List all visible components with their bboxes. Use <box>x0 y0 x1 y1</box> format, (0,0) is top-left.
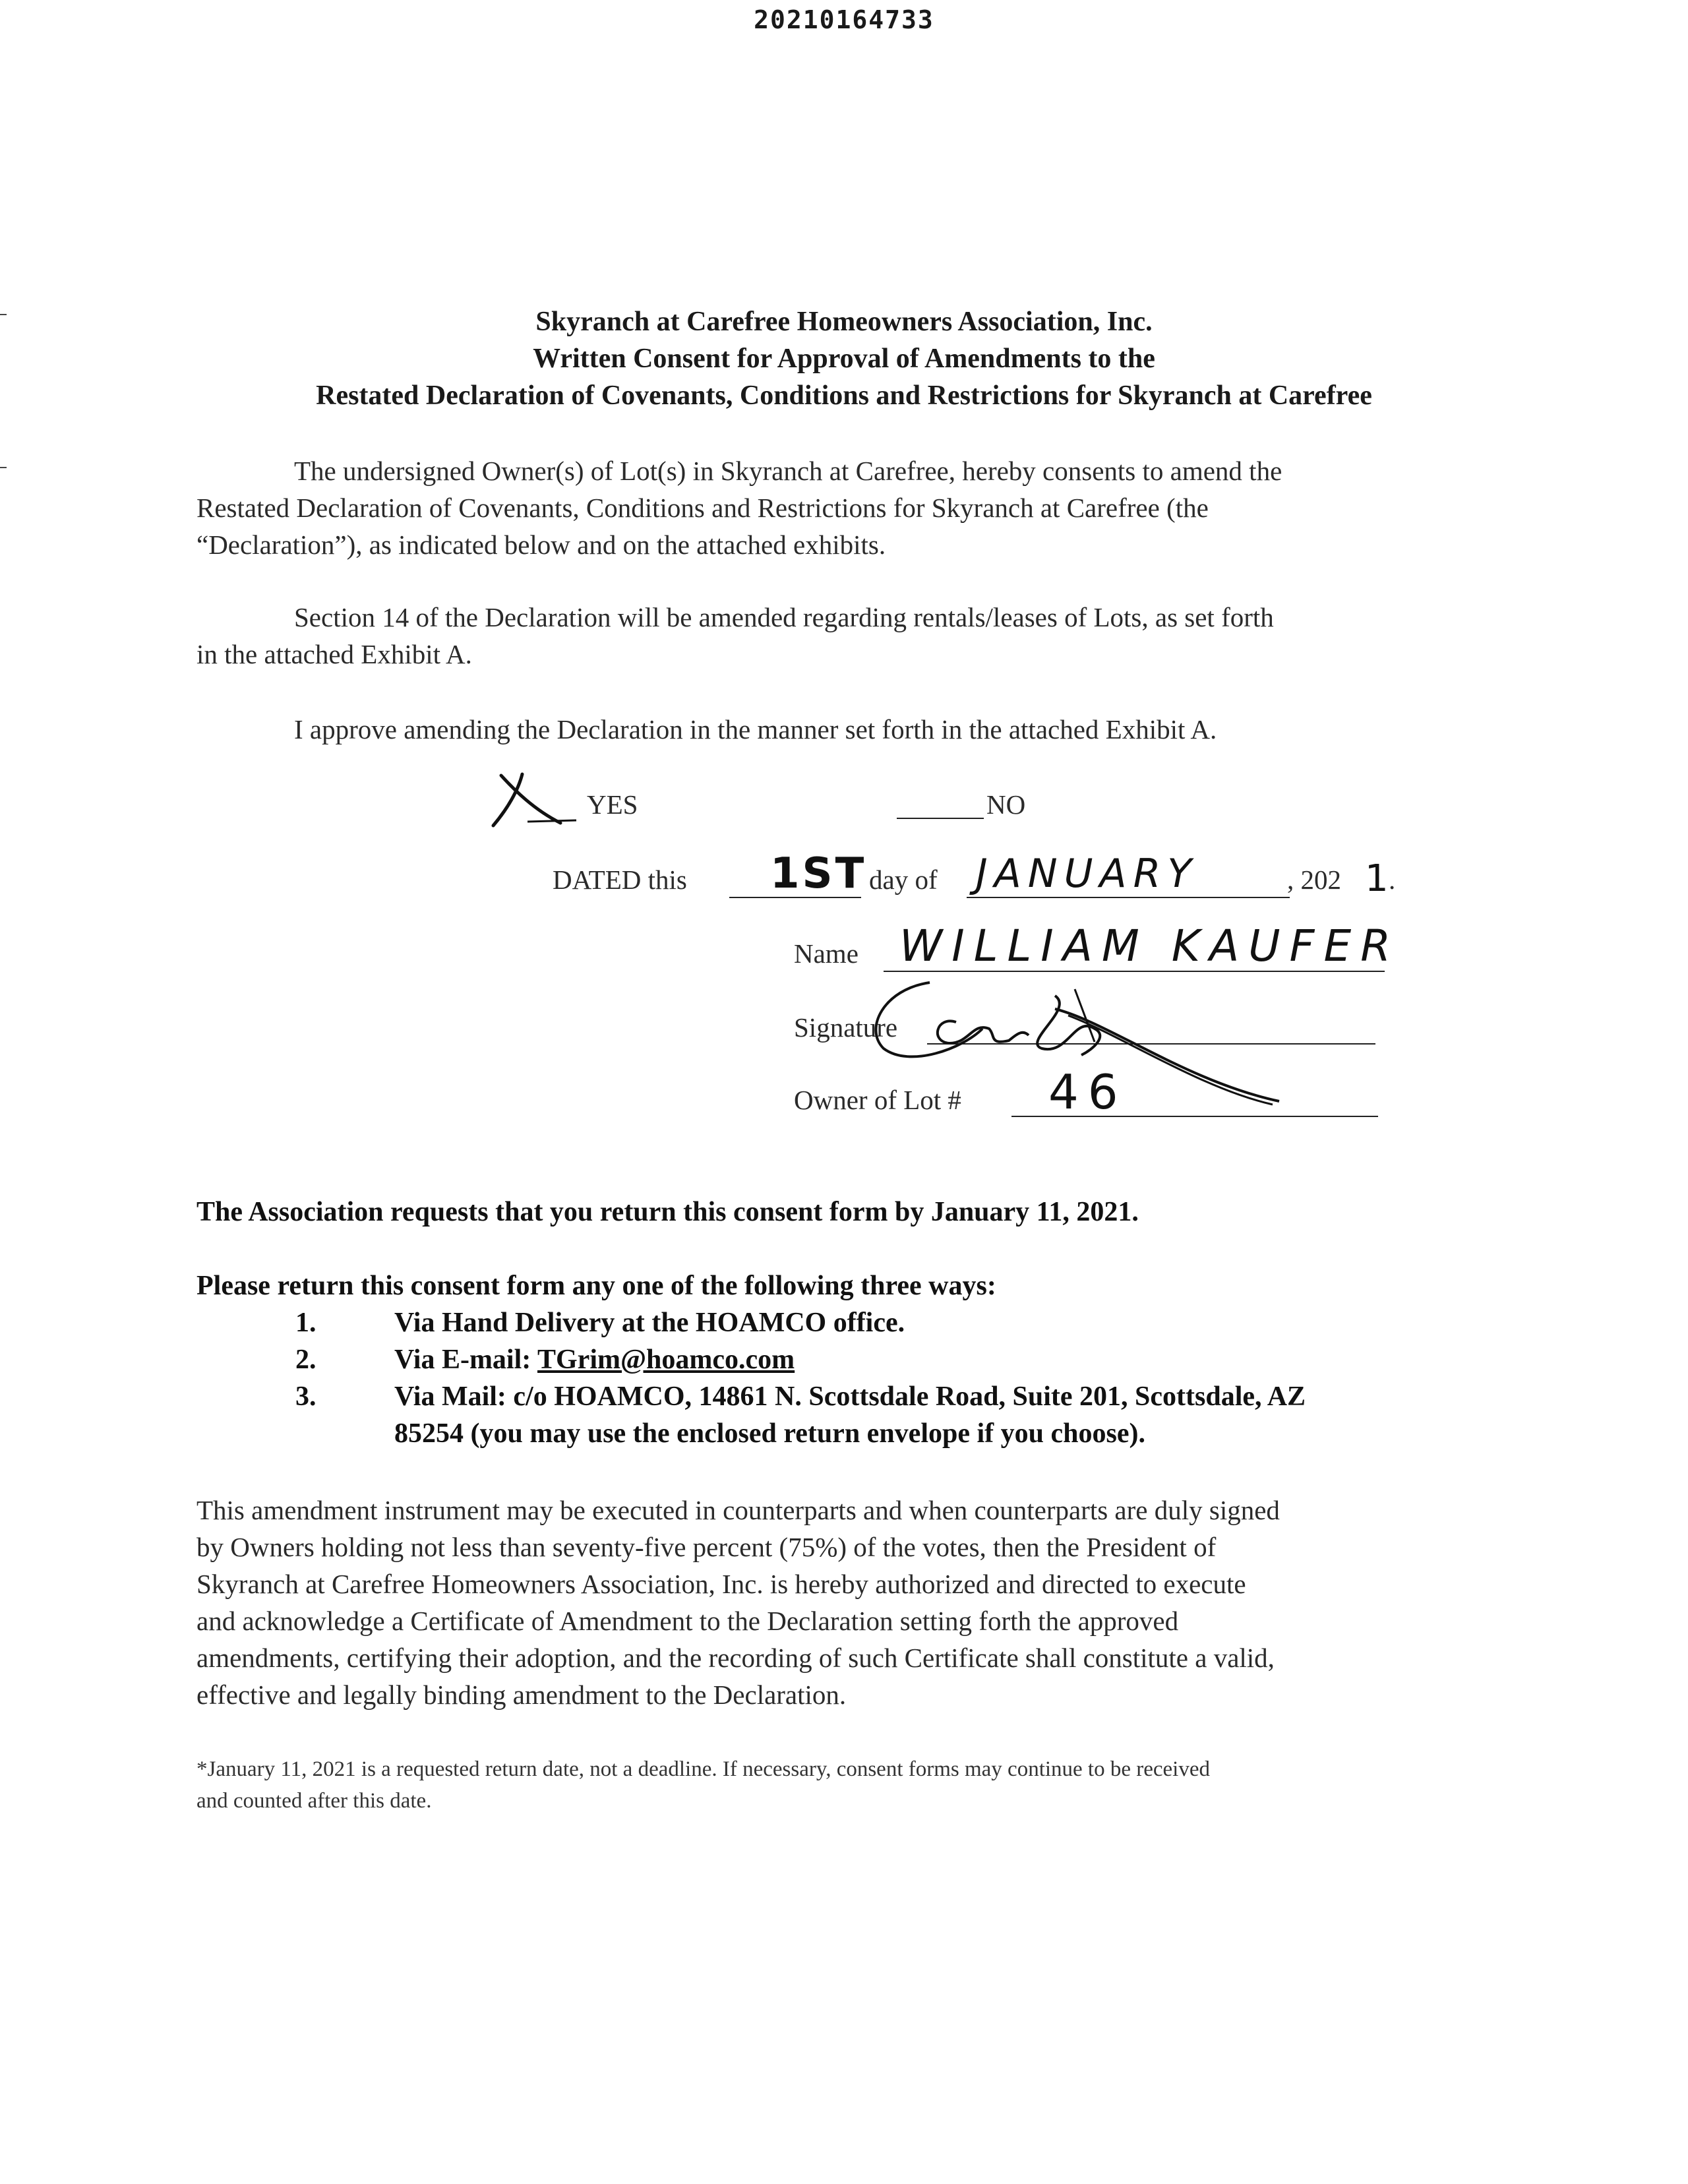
closing-line-4: and acknowledge a Certificate of Amendment to the Declaration setting forth the approved <box>196 1606 1179 1636</box>
paragraph-1-line-1: The undersigned Owner(s) of Lot(s) in Skyranch at Carefree, hereby consents to amend the <box>294 456 1282 486</box>
closing-line-2: by Owners holding not less than seventy-five percent (75%) of the votes, then the President of <box>196 1532 1217 1562</box>
month-blank-line[interactable] <box>967 897 1290 898</box>
approve-statement: I approve amending the Declaration in the manner set forth in the attached Exhibit A. <box>294 714 1217 744</box>
year-prefix: , 202 <box>1287 864 1341 895</box>
x-mark-icon <box>488 770 580 831</box>
closing-line-1: This amendment instrument may be executed in counterparts and when counterparts are duly signed <box>196 1495 1280 1525</box>
month-handwritten: JANUARY <box>976 851 1198 897</box>
list-item-mail: Via Mail: c/o HOAMCO, 14861 N. Scottsdale Road, Suite 201, Scottsdale, AZ <box>394 1381 1306 1412</box>
name-label: Name <box>794 938 859 969</box>
footnote-line-1: *January 11, 2021 is a requested return date, not a deadline. If necessary, consent forms may continue to be received <box>196 1757 1210 1781</box>
paragraph-1-line-3: “Declaration”), as indicated below and on the attached exhibits. <box>196 530 886 560</box>
title-line-1: Skyranch at Carefree Homeowners Association, Inc. <box>535 307 1153 337</box>
list-item-email <box>394 1341 795 1378</box>
no-blank-line[interactable] <box>897 818 984 819</box>
day-of-label: day of <box>869 864 938 895</box>
list-item-mail-line-2: 85254 (you may use the enclosed return envelope if you choose). <box>394 1418 1145 1449</box>
yes-label: YES <box>587 789 638 820</box>
return-heading: Please return this consent form any one of the following three ways: <box>196 1271 996 1301</box>
name-handwritten: WILLIAM KAUFER <box>899 921 1401 971</box>
year-handwritten: 1 <box>1365 857 1389 900</box>
signature-label: Signature <box>794 1012 898 1043</box>
list-item-number: 3. <box>295 1381 316 1412</box>
email-prefix: Via E-mail: <box>394 1345 537 1375</box>
dated-period: . <box>1389 864 1396 895</box>
request-line: The Association requests that you return this consent form by January 11, 2021. <box>196 1197 1139 1227</box>
paragraph-2-line-1: Section 14 of the Declaration will be amended regarding rentals/leases of Lots, as set forth <box>294 602 1274 632</box>
paragraph-1-line-2: Restated Declaration of Covenants, Conditions and Restrictions for Skyranch at Carefree (the <box>196 493 1209 523</box>
margin-mark <box>0 314 7 315</box>
closing-line-5: amendments, certifying their adoption, and the recording of such Certificate shall constitute a valid, <box>196 1643 1275 1673</box>
dated-prefix: DATED this <box>553 864 687 895</box>
list-item-number: 1. <box>295 1308 316 1338</box>
closing-line-3: Skyranch at Carefree Homeowners Association, Inc. is hereby authorized and directed to execute <box>196 1569 1246 1599</box>
lot-handwritten: 46 <box>1048 1064 1128 1120</box>
title-line-2: Written Consent for Approval of Amendments to the <box>533 344 1155 374</box>
email-link[interactable]: TGrim@hoamco.com <box>537 1345 795 1375</box>
margin-mark <box>0 467 7 468</box>
day-handwritten: 1ST <box>770 849 867 898</box>
title-line-3: Restated Declaration of Covenants, Conditions and Restrictions for Skyranch at Carefree <box>316 380 1372 411</box>
yes-checkbox-mark[interactable] <box>488 770 580 831</box>
closing-line-6: effective and legally binding amendment to the Declaration. <box>196 1680 847 1710</box>
list-item-hand-delivery: Via Hand Delivery at the HOAMCO office. <box>394 1308 905 1338</box>
recording-number: 20210164733 <box>754 5 934 34</box>
list-item-number: 2. <box>295 1345 316 1375</box>
paragraph-2-line-2: in the attached Exhibit A. <box>196 639 472 669</box>
lot-label: Owner of Lot # <box>794 1085 961 1115</box>
footnote-line-2: and counted after this date. <box>196 1789 432 1813</box>
no-label: NO <box>986 789 1026 820</box>
